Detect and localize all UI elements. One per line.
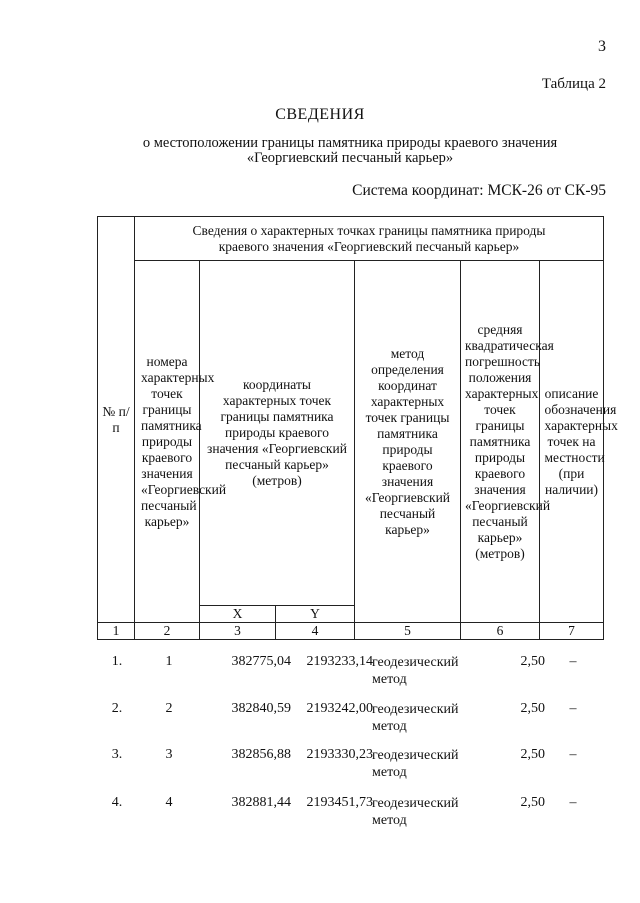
coord-x: 382856,88: [231, 747, 291, 762]
marking: –: [569, 701, 577, 716]
error-value: 2,50: [520, 654, 545, 669]
coord-x: 382840,59: [231, 701, 291, 716]
row-number: 1.: [111, 654, 123, 669]
row-number: 3.: [111, 747, 123, 762]
method: геодезический метод: [372, 748, 459, 780]
row-number: 4.: [111, 795, 123, 810]
subtitle-line-2: «Георгиевский песчаный карьер»: [246, 150, 454, 166]
header-method: метод определения координат характерных точек границы памятника природы краевого значения «Георгиевский песчаный карьер»: [355, 261, 461, 623]
method: геодезический метод: [372, 702, 459, 734]
error-value: 2,50: [520, 747, 545, 762]
error-value: 2,50: [520, 795, 545, 810]
table-row: [97, 795, 603, 835]
col-number: 7: [540, 623, 604, 640]
point-number: 2: [165, 701, 173, 716]
point-number: 1: [165, 654, 173, 669]
coord-y: 2193330,23: [306, 747, 373, 762]
coord-y: 2193242,00: [306, 701, 373, 716]
header-coords: координаты характерных точек границы памятника природы краевого значения «Георгиевский песчаный карьер» (метров): [200, 261, 355, 606]
document-subtitle: [60, 136, 640, 166]
table-row: [97, 701, 603, 741]
marking: –: [569, 795, 577, 810]
header-y: Y: [276, 606, 355, 623]
col-number: 2: [135, 623, 200, 640]
table-row: [97, 654, 603, 694]
error-value: 2,50: [520, 701, 545, 716]
table-row: [97, 747, 603, 787]
subtitle-line-1: о местоположении границы памятника природы краевого значения: [142, 135, 558, 151]
column-numbers-row: [98, 623, 604, 640]
coord-x: 382881,44: [231, 795, 291, 810]
marking: –: [569, 747, 577, 762]
coordinate-system: Система координат: МСК-26 от СК-95: [352, 182, 606, 199]
table-label: Таблица 2: [541, 76, 606, 92]
row-number: 2.: [111, 701, 123, 716]
point-number: 3: [165, 747, 173, 762]
page-number: 3: [598, 38, 606, 55]
col-number: 5: [355, 623, 461, 640]
method: геодезический метод: [372, 796, 459, 828]
coordinates-table-header: [97, 216, 618, 640]
header-marking: описание обозначения характерных точек на местности (при наличии): [540, 261, 604, 623]
header-point-numbers: номера характерных точек границы памятника природы краевого значения «Георгиевский песчаный карьер»: [135, 261, 200, 623]
col-number: 1: [98, 623, 135, 640]
point-number: 4: [165, 795, 173, 810]
col-number: 6: [461, 623, 540, 640]
coord-y: 2193451,73: [306, 795, 373, 810]
coord-y: 2193233,14: [306, 654, 373, 669]
header-num: № п/п: [98, 217, 135, 623]
method: геодезический метод: [372, 655, 459, 687]
header-group: Сведения о характерных точках границы памятника природы краевого значения «Георгиевский песчаный карьер»: [135, 217, 604, 261]
document-title: СВЕДЕНИЯ: [275, 106, 365, 123]
header-x: X: [200, 606, 276, 623]
col-number: 4: [276, 623, 355, 640]
coord-x: 382775,04: [231, 654, 291, 669]
col-number: 3: [200, 623, 276, 640]
header-error: средняя квадратическая погрешность положения характерных точек границы памятника природы краевого значения «Георгиевский песчаный карьер» (метров): [461, 261, 540, 623]
marking: –: [569, 654, 577, 669]
